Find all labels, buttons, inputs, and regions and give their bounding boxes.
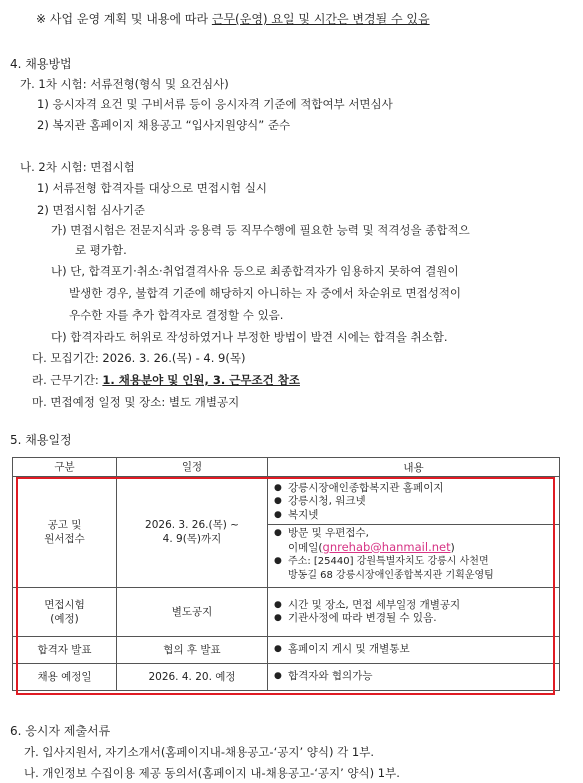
schedule-change-note	[36, 12, 430, 26]
list-item: ● 방문 및 우편접수,	[274, 527, 559, 541]
work-period-label: 라. 근무기간:	[32, 373, 103, 387]
criteria-b-line-2: 발생한 경우, 불합격 기준에 해당하지 아니하는 자 중에서 차순위로 면접성적이	[69, 286, 462, 300]
required-document-b: 나. 개인정보 수집이용 제공 동의서(홈페이지 내-채용공고-‘공지’ 양식) 1부.	[24, 766, 400, 780]
list-item: ● 홈페이지 게시 및 개별통보	[274, 643, 559, 657]
criteria-b-line-1: 나) 단, 합격포기·취소·취업결격사유 등으로 최종합격자가 임용하지 못하여 결원이	[51, 264, 459, 278]
criteria-a-line-2: 로 평가함.	[75, 243, 127, 257]
note-prefix: ※ 사업 운영 계획 및 내용에 따라	[36, 12, 212, 26]
header-schedule: 일정	[117, 458, 268, 477]
list-item: ● 합격자와 협의가능	[274, 670, 559, 684]
table-header-row	[13, 458, 560, 477]
section-6-title: 6. 응시자 제출서류	[10, 724, 111, 738]
section-4-title: 4. 채용방법	[10, 57, 72, 71]
row-label-announcement-result: 합격자 발표	[13, 637, 117, 664]
label-line: 공고 및	[47, 519, 82, 531]
highlight-box	[16, 477, 555, 695]
email-link[interactable]: gnrehab@hanmail.net	[322, 539, 451, 554]
label-line: 면접시험	[44, 599, 85, 611]
row-label-hire-date: 채용 예정일	[13, 664, 117, 691]
section-4b-title: 나. 2차 시험: 면접시험	[20, 160, 135, 174]
criteria-b-line-3: 우수한 자를 추가 합격자로 결정할 수 있음.	[69, 308, 284, 322]
interview-schedule: 마. 면접예정 일정 및 장소: 별도 개별공지	[32, 395, 240, 409]
list-item: ● 복지넷	[274, 509, 559, 523]
work-period	[32, 373, 300, 387]
list-item: ● 강릉시장애인종합복지관 홈페이지	[274, 482, 559, 496]
row-schedule-announcement-result: 협의 후 발표	[117, 637, 268, 664]
list-item: ● 강릉시청, 워크넷	[274, 495, 559, 509]
list-item: ● 주소: [25440] 강원특별자치도 강릉시 사천면	[274, 555, 559, 569]
section-5-title: 5. 채용일정	[10, 433, 72, 447]
section-4b-item-2: 2) 면접시험 심사기준	[37, 203, 145, 217]
list-item: ● 기관사정에 따라 변경될 수 있음.	[274, 612, 559, 626]
header-content: 내용	[268, 458, 560, 477]
section-4a-item-2: 2) 복지관 홈페이지 채용공고 “입사지원양식” 준수	[37, 118, 291, 132]
schedule-line: 4. 9(목)까지	[162, 533, 222, 545]
label-line: (예정)	[50, 613, 79, 625]
work-period-reference-link[interactable]: 1. 채용분야 및 인원, 3. 근무조건 참조	[102, 373, 300, 387]
label-line: 원서접수	[44, 533, 85, 545]
schedule-line: 2026. 3. 26.(목) ~	[145, 519, 239, 531]
section-4a-title: 가. 1차 시험: 서류전형(형식 및 요건심사)	[20, 77, 229, 91]
criteria-a-line-1: 가) 면접시험은 전문지식과 응용력 등 직무수행에 필요한 능력 및 적격성을 종합적으	[51, 223, 470, 237]
section-4b-item-1: 1) 서류전형 합격자를 대상으로 면접시험 실시	[37, 181, 268, 195]
header-category: 구분	[13, 458, 117, 477]
address-continued: 방동길 68 강릉시장애인종합복지관 기획운영팀	[288, 569, 494, 581]
email-prefix: 이메일(	[288, 541, 323, 554]
row-schedule-interview: 별도공지	[117, 588, 268, 637]
recruitment-period: 다. 모집기간: 2026. 3. 26.(목) - 4. 9(목)	[32, 351, 246, 365]
note-emphasis: 근무(운영) 요일 및 시간은 변경될 수 있음	[211, 12, 430, 26]
required-document-a: 가. 입사지원서, 자기소개서(홈페이지내-채용공고-‘공지’ 양식) 각 1부.	[24, 745, 374, 759]
email-suffix: )	[450, 541, 455, 554]
list-item: ● 시간 및 장소, 면접 세부일정 개별공지	[274, 599, 559, 613]
criteria-c: 다) 합격자라도 허위로 작성하였거나 부정한 방법이 발견 시에는 합격을 취소함.	[51, 330, 448, 344]
section-4a-item-1: 1) 응시자격 요건 및 구비서류 등이 응시자격 기준에 적합여부 서면심사	[37, 97, 393, 111]
row-schedule-hire-date: 2026. 4. 20. 예정	[117, 664, 268, 691]
